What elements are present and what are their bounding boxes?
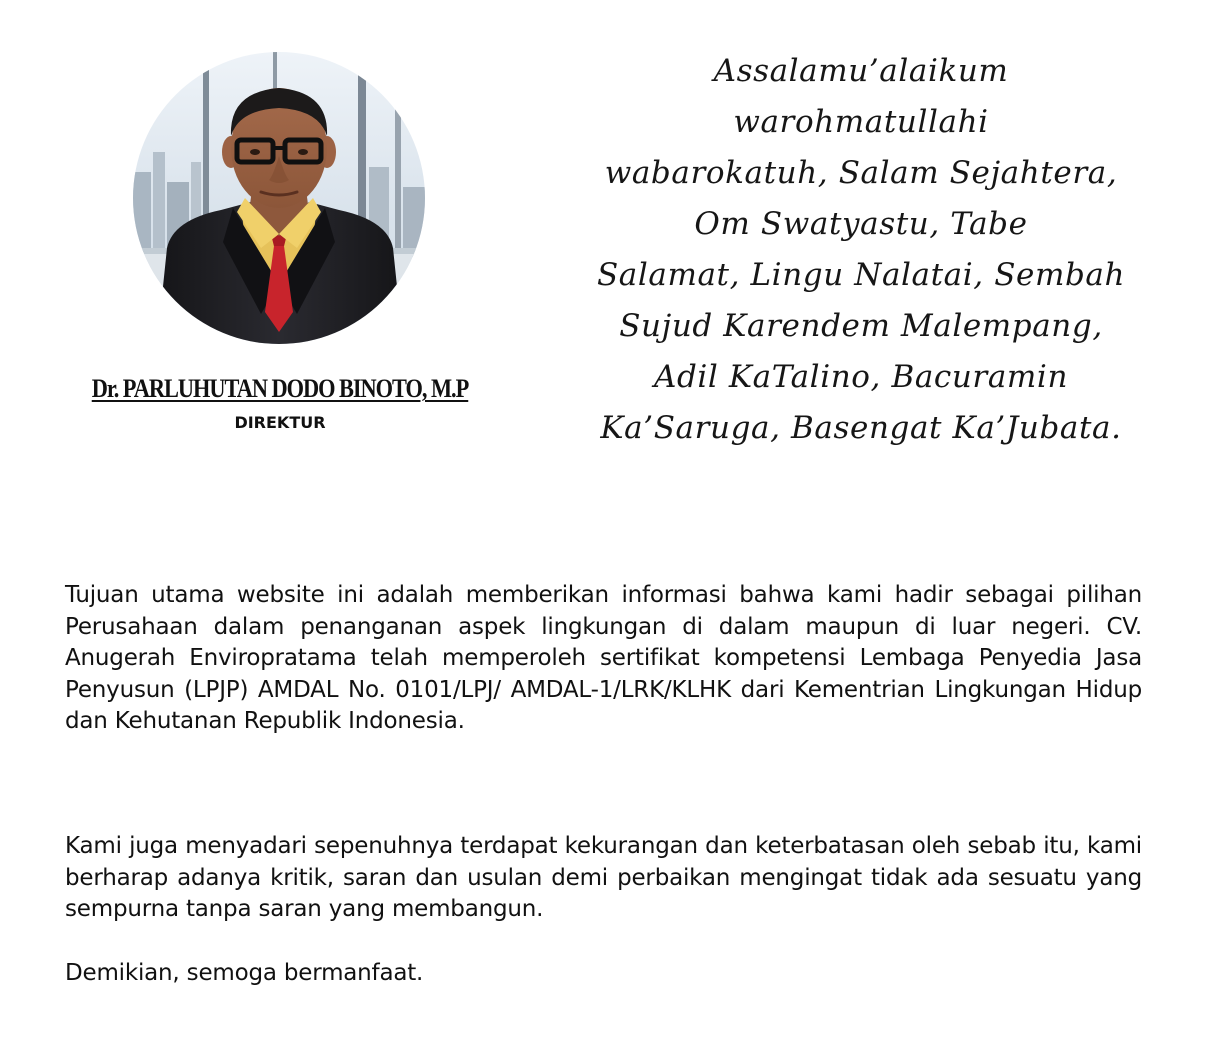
closing-paragraph: Demikian, semoga bermanfaat. [65,960,424,986]
greeting-line: Assalamu’alaikum [713,53,1009,89]
greeting-line: warohmatullahi [733,104,989,140]
greeting-block [570,46,1152,454]
director-portrait-photo [133,52,425,344]
greeting-line: Om Swatyastu, Tabe [694,206,1028,242]
director-title: DIREKTUR [234,413,326,432]
greeting-line: Salamat, Lingu Nalatai, Sembah [596,257,1126,293]
acknowledgement-paragraph: Kami juga menyadari sepenuhnya terdapat kekurangan dan keterbatasan oleh sebab itu, kami berharap adanya kritik, saran dan usulan demi perbaikan mengingat tidak ada sesuatu yang sempurna tanpa saran yang membangun. [65,833,1142,922]
greeting-line: Adil KaTalino, Bacuramin [653,359,1069,395]
director-portrait [133,52,425,344]
director-name: Dr. PARLUHUTAN DODO BINOTO, M.P [91,374,469,403]
greeting-line: Ka’Saruga, Basengat Ka’Jubata. [600,410,1122,446]
intro-paragraph: Tujuan utama website ini adalah memberikan informasi bahwa kami hadir sebagai pilihan Perusahaan dalam penanganan aspek lingkungan di dalam maupun di luar negeri. CV. Anugerah Enviropratama telah memperoleh sertifikat kompetensi Lembaga Penyedia Jasa Penyusun (LPJP) AMDAL No. 0101/LPJ/ AMDAL-1/LRK/KLHK dari Kementrian Lingkungan Hidup dan Kehutanan Republik Indonesia. [65,582,1142,734]
greeting-line: wabarokatuh, Salam Sejahtera, [604,155,1118,191]
greeting-line: Sujud Karendem Malempang, [619,308,1103,344]
